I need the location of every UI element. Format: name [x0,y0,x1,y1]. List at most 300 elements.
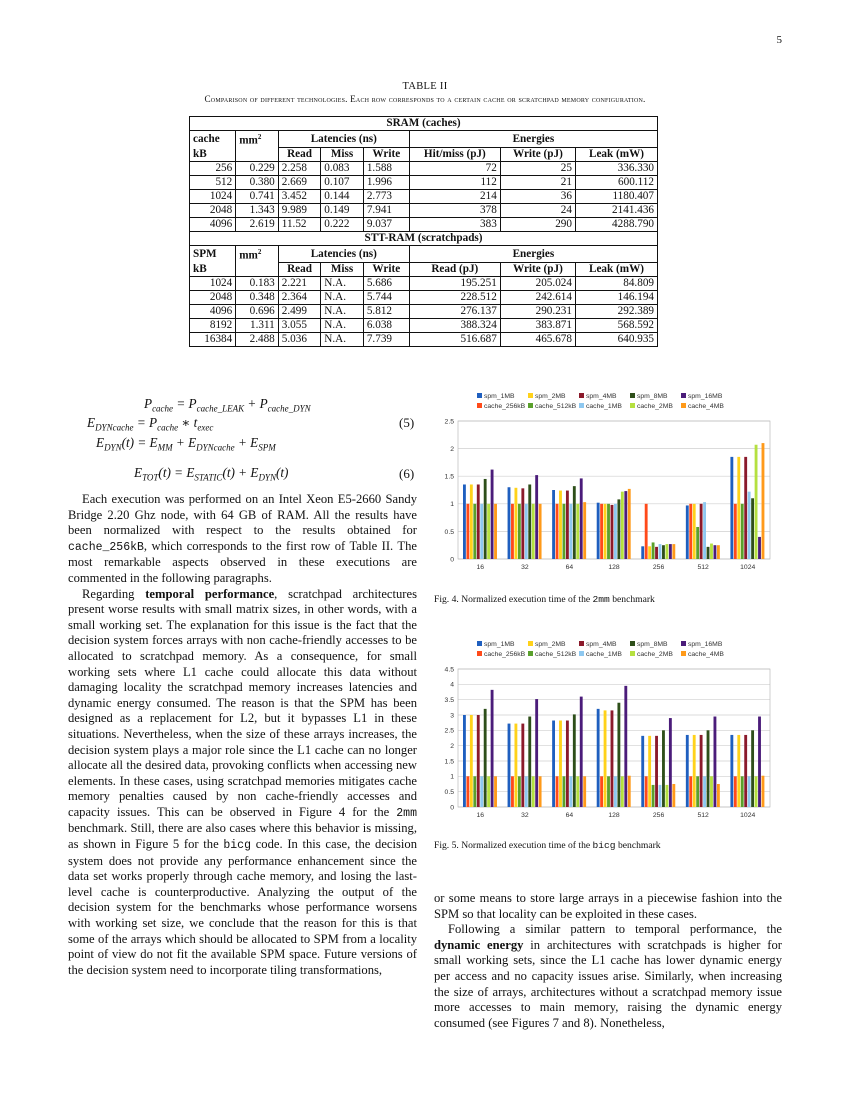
bar-spm_2MB-1024 [737,735,740,807]
legend-label-spm_8MB: spm_8MB [637,641,668,648]
legend-label-cache_4MB: cache_4MB [688,651,724,658]
stt-title: STT-RAM (scratchpads) [190,232,658,246]
stt-cell: 4096 [190,305,236,319]
bar-spm_16MB-1024 [758,717,761,807]
legend-swatch-cache_1MB [579,403,584,408]
legend-label-spm_4MB: spm_4MB [586,641,617,648]
stt-title-row [190,232,658,246]
legend-swatch-cache_512kB [528,651,533,656]
legend-swatch-spm_16MB [681,641,686,646]
bar-cache_512kB-64 [563,504,566,559]
sram-cell: 600.112 [575,176,657,190]
stt-head-col-5: Write (pJ) [500,263,575,277]
stt-head-col-2: Miss [321,263,364,277]
x-tick-label: 256 [652,812,665,819]
sram-cell: 0.229 [236,162,279,176]
paragraph-temporal-performance: Regarding temporal performance, scratchpad architectures present worse results with small matrix sizes, in other words, with a small working set. The explanation for this issue is the fact that the decision system forces arrays with non cache-friendly accesses to be allocated to scratchpad memory. As a consequence, for small working sets where L1 cache could allocate this data without damaging locality the scratchpad memory increases latencies and dynamic energy consumed. The reason is that the SPM has been designed as a replacement for L2, but it bypasses L1 in these situations. Nevertheless, when the size of these arrays increases, the decision system plays a major role since the L1 cache can no longer allocate all the desired data, provoking conflicts when accessing new elements. In these cases, using scratchpad memories mitigates cache memory penalties caused by non cache-friendly accesses and capacity issues. This can be observed in Figure 4 for the 2mm benchmark. Still, there are also cases where this behavior is missing, as shown in Figure 5 for the bicg code. In this case, the decision system does not provide any performance enhancement since the data set works properly through cache memory, and losing the last-level cache is counterproductive. Analyzing the output of the decision system for the benchmarks whose performance worsens with working set size, we conclude that the reason for this is that some of the arrays which should be allocated to SPM from a locality point of view do not fit the available SPM space. Future versions of the decision system need to incorporate tiling transformations, [68,586,418,977]
stt-header-row-2 [190,263,658,277]
bar-cache_256kB-128 [600,504,603,559]
bar-cache_4MB-512 [717,784,720,807]
bar-spm_8MB-1024 [751,730,754,807]
bar-spm_8MB-64 [573,714,576,807]
bar-cache_512kB-512 [696,527,699,559]
y-tick-label: 0.5 [444,528,454,536]
bar-spm_1MB-256 [641,546,644,559]
legend-swatch-spm_4MB [579,393,584,398]
bar-cache_4MB-512 [717,545,720,559]
x-tick-label: 32 [521,564,529,571]
sram-cell: 0.741 [236,190,279,204]
bar-cache_2MB-32 [532,504,535,559]
stt-cell: 242.614 [500,291,575,305]
bar-cache_1MB-64 [569,504,572,559]
bar-cache_1MB-256 [659,785,662,807]
bar-cache_2MB-64 [576,776,579,807]
bar-cache_4MB-1024 [762,443,765,559]
sram-head-col-3: Write [363,148,409,162]
bar-spm_1MB-256 [641,736,644,807]
stt-cell: 8192 [190,319,236,333]
x-tick-label: 32 [521,812,529,819]
bar-cache_512kB-128 [607,776,610,807]
bar-cache_4MB-128 [628,776,631,807]
bar-spm_1MB-64 [552,490,555,559]
bar-spm_8MB-256 [662,545,665,559]
paragraph-dynamic-energy: Following a similar pattern to temporal performance, the dynamic energy in architectures with scratchpads is higher for small working sets, since the L1 cache has lower dynamic energy per access and no capacity issues arise. Similarly, when increasing the size of arrays, architectures without a scratchpad memory issue more accesses to main memory, raising the dynamic energy consumed (see Figures 7 and 8). Nonetheless, [434,922,782,1030]
sram-cell: 25 [500,162,575,176]
bar-cache_512kB-32 [518,504,521,559]
bar-spm_1MB-128 [597,503,600,559]
bar-spm_16MB-32 [535,699,538,807]
sram-cell: 256 [190,162,236,176]
bar-spm_16MB-64 [580,478,583,559]
bar-spm_4MB-16 [477,484,480,559]
bar-cache_1MB-16 [480,776,483,807]
bar-cache_256kB-256 [645,776,648,807]
bar-spm_16MB-512 [714,717,717,807]
x-tick-label: 1024 [740,812,756,819]
stt-cell: 290.231 [500,305,575,319]
y-tick-label: 0 [450,804,454,812]
sram-cell: 378 [409,204,500,218]
equation-p-cache: $P_{cache} = P_{cache\_LEAK} + P_{cache\_DYN}$ [144,396,311,414]
y-tick-label: 2 [450,743,454,751]
legend-swatch-cache_4MB [681,651,686,656]
legend-label-cache_1MB: cache_1MB [586,651,622,658]
stt-header-row-1 [190,246,658,263]
bar-cache_256kB-16 [466,776,469,807]
bar-spm_2MB-256 [648,736,651,807]
bar-spm_16MB-256 [669,544,672,559]
sram-cell: 290 [500,218,575,232]
stt-cell: 276.137 [409,305,500,319]
sram-row [190,190,658,204]
bar-spm_8MB-32 [528,484,531,559]
y-tick-label: 2 [450,446,454,453]
stt-cell: 5.036 [278,333,321,347]
legend-label-spm_16MB: spm_16MB [688,393,723,400]
sram-head-area: $mm^2$ [236,131,279,148]
bar-spm_2MB-128 [604,504,607,559]
bar-spm_16MB-32 [535,475,538,559]
bar-spm_1MB-1024 [730,457,733,559]
figure-5-caption: Fig. 5. Normalized execution time of the bicg benchmark [434,840,661,851]
bar-cache_1MB-1024 [748,776,751,807]
sram-cell: 9.037 [363,218,409,232]
comparison-table [189,116,658,347]
legend-label-spm_4MB: spm_4MB [586,393,617,400]
x-tick-label: 64 [565,812,574,819]
legend-label-cache_1MB: cache_1MB [586,403,622,410]
sram-title: SRAM (caches) [190,117,658,131]
sram-head-kb: kB [190,148,236,162]
legend-label-spm_8MB: spm_8MB [637,393,668,400]
legend-swatch-cache_2MB [630,651,635,656]
sram-cell: 112 [409,176,500,190]
x-tick-label: 16 [476,564,485,571]
sram-cell: 2.669 [278,176,321,190]
stt-cell: 1.311 [236,319,279,333]
stt-cell: 2048 [190,291,236,305]
stt-cell: N.A. [321,305,364,319]
bar-cache_256kB-1024 [734,776,737,807]
bar-spm_8MB-1024 [751,498,754,559]
page-number: 5 [776,34,782,46]
bar-cache_256kB-32 [511,776,514,807]
x-tick-label: 16 [476,812,485,819]
left-column-text [68,492,417,978]
figure-4-chart [430,385,780,575]
stt-cell: 2.488 [236,333,279,347]
equation-number-6: (6) [399,466,415,481]
figure-4-caption: Fig. 4. Normalized execution time of the 2mm benchmark [434,594,655,605]
sram-head-col-4: Hit/miss (pJ) [409,148,500,162]
bar-cache_1MB-512 [703,776,706,807]
bar-cache_256kB-64 [556,504,559,559]
y-tick-label: 0.5 [444,789,454,797]
sram-head-col-6: Leak (mW) [575,148,657,162]
bar-spm_8MB-128 [617,499,620,559]
x-tick-label: 512 [697,812,709,819]
sram-head-col-1: Read [278,148,321,162]
legend-label-cache_2MB: cache_2MB [637,403,673,410]
legend-label-spm_2MB: spm_2MB [535,393,566,400]
sram-row [190,176,658,190]
bar-spm_8MB-16 [484,709,487,807]
sram-header-row-2 [190,148,658,162]
sram-cell: 2.619 [236,218,279,232]
x-tick-label: 64 [565,564,574,571]
legend-label-cache_256kB: cache_256kB [484,403,526,410]
bar-cache_256kB-32 [511,504,514,559]
legend-swatch-cache_2MB [630,403,635,408]
bar-spm_1MB-32 [508,724,511,807]
bar-cache_1MB-64 [569,776,572,807]
bar-spm_16MB-128 [624,491,627,559]
sram-cell: 0.149 [321,204,364,218]
bar-cache_1MB-512 [703,502,706,559]
stt-head-energies: Energies [409,246,657,263]
stt-cell: 3.055 [278,319,321,333]
figure-5 [430,633,780,823]
bar-spm_2MB-512 [693,735,696,807]
sram-head-col-5: Write (pJ) [500,148,575,162]
bar-cache_512kB-32 [518,776,521,807]
bar-spm_4MB-256 [655,547,658,559]
bar-cache_512kB-256 [652,785,655,807]
sram-cell: 1.996 [363,176,409,190]
bar-cache_1MB-128 [614,776,617,807]
bar-cache_4MB-32 [539,776,542,807]
stt-cell: 5.812 [363,305,409,319]
bar-spm_16MB-128 [624,686,627,807]
paragraph-continuation: or some means to store large arrays in a piecewise fashion into the SPM so that locality can be exploited in these cases. [434,891,782,921]
bar-spm_4MB-512 [700,735,703,807]
bar-spm_8MB-16 [484,479,487,559]
legend-swatch-spm_2MB [528,393,533,398]
sram-cell: 2141.436 [575,204,657,218]
stt-head-col-4: Read (pJ) [409,263,500,277]
bar-spm_2MB-64 [559,491,562,559]
sram-cell: 9.989 [278,204,321,218]
bar-cache_4MB-128 [628,489,631,559]
sram-cell: 7.941 [363,204,409,218]
stt-head-col-1: Read [278,263,321,277]
stt-cell: 2.499 [278,305,321,319]
bar-cache_256kB-512 [689,776,692,807]
sram-row [190,218,658,232]
bar-spm_4MB-64 [566,491,569,559]
bar-cache_4MB-256 [672,544,675,559]
legend-label-cache_256kB: cache_256kB [484,651,526,658]
table-caption-title: TABLE II [402,81,448,92]
bar-spm_8MB-32 [528,717,531,807]
stt-cell: 2.221 [278,277,321,291]
bar-spm_4MB-256 [655,736,658,807]
bar-cache_512kB-1024 [741,776,744,807]
bar-spm_16MB-512 [714,545,717,559]
stt-cell: 205.024 [500,277,575,291]
stt-row [190,291,658,305]
legend-label-spm_16MB: spm_16MB [688,641,723,648]
bar-cache_2MB-256 [665,785,668,807]
bar-spm_4MB-32 [521,488,524,559]
bar-cache_1MB-32 [525,776,528,807]
x-tick-label: 1024 [740,564,756,571]
equation-e-dyn: $E_{DYN}(t) = E_{MM} + E_{DYNcache} + E_{SPM}$ [96,435,276,453]
y-tick-label: 1 [450,773,454,781]
bar-cache_512kB-256 [652,542,655,559]
bar-cache_1MB-32 [525,504,528,559]
bar-cache_256kB-512 [689,504,692,559]
stt-cell: 640.935 [575,333,657,347]
equation-e-tot: $E_{TOT}(t) = E_{STATIC}(t) + E_{DYN}(t)$ [134,465,289,483]
sram-cell: 24 [500,204,575,218]
bar-cache_2MB-512 [710,776,713,807]
bar-spm_2MB-64 [559,721,562,807]
bar-cache_2MB-1024 [755,776,758,807]
stt-head-col-6: Leak (mW) [575,263,657,277]
y-tick-label: 3.5 [444,697,454,705]
legend-swatch-cache_1MB [579,651,584,656]
stt-cell: 228.512 [409,291,500,305]
sram-cell: 1.588 [363,162,409,176]
bar-spm_2MB-128 [604,710,607,807]
stt-cell: N.A. [321,291,364,305]
sram-head-unit: cache [190,131,236,148]
bar-cache_4MB-256 [672,784,675,807]
bar-spm_1MB-512 [686,735,689,807]
sram-cell: 0.222 [321,218,364,232]
sram-head-latencies: Latencies (ns) [278,131,409,148]
sram-row [190,162,658,176]
bar-spm_8MB-256 [662,730,665,807]
bar-spm_16MB-16 [491,690,494,807]
bar-cache_2MB-256 [665,544,668,559]
stt-cell: 5.744 [363,291,409,305]
sram-cell: 36 [500,190,575,204]
sram-cell: 11.52 [278,218,321,232]
bar-spm_4MB-1024 [744,457,747,559]
stt-cell: 292.389 [575,305,657,319]
bar-cache_4MB-32 [539,504,542,559]
right-column-text [434,891,782,1031]
bar-cache_256kB-1024 [734,504,737,559]
sram-cell: 4288.790 [575,218,657,232]
sram-cell: 2.258 [278,162,321,176]
bar-spm_1MB-1024 [730,735,733,807]
bar-spm_2MB-32 [514,724,517,807]
legend-swatch-spm_2MB [528,641,533,646]
stt-row [190,305,658,319]
legend-swatch-cache_512kB [528,403,533,408]
sram-cell: 4096 [190,218,236,232]
y-tick-label: 1 [450,501,454,509]
bar-cache_512kB-16 [473,776,476,807]
sram-head-energies: Energies [409,131,657,148]
equation-number-5: (5) [399,415,415,430]
sram-header-row-1 [190,131,658,148]
sram-cell: 0.107 [321,176,364,190]
sram-cell: 0.380 [236,176,279,190]
bar-spm_8MB-512 [707,730,710,807]
y-tick-label: 1.5 [444,473,454,481]
stt-cell: 6.038 [363,319,409,333]
sram-cell: 336.330 [575,162,657,176]
bar-cache_4MB-16 [494,776,497,807]
table-caption-text: Comparison of different technologies. Each row corresponds to a certain cache or scratchpad memory configuration. [204,94,646,104]
stt-head-kb: kB [190,263,236,277]
bar-spm_2MB-256 [648,546,651,559]
bar-spm_4MB-32 [521,724,524,807]
bar-cache_512kB-512 [696,776,699,807]
bar-cache_256kB-128 [600,776,603,807]
sram-cell: 2048 [190,204,236,218]
bar-spm_16MB-256 [669,718,672,807]
paragraph-setup: Each execution was performed on an Intel Xeon E5-2660 Sandy Bridge 2.20 Ghz node, with 64 GB of RAM. All the results have been normalized with respect to the results obtained for cache_256kB, which corresponds to the first row of Table II. The most remarkable aspects observed in these executions are commented in the following paragraphs. [68,492,417,585]
bar-cache_512kB-16 [473,504,476,559]
bar-spm_16MB-64 [580,697,583,807]
bar-spm_2MB-16 [470,715,473,807]
legend-label-cache_512kB: cache_512kB [535,651,577,658]
stt-cell: 0.696 [236,305,279,319]
stt-head-area: $mm^2$ [236,246,279,263]
stt-row [190,333,658,347]
legend-label-cache_512kB: cache_512kB [535,403,577,410]
bar-cache_4MB-64 [583,776,586,807]
stt-head-col-3: Write [363,263,409,277]
legend-label-spm_1MB: spm_1MB [484,393,515,400]
bar-cache_2MB-16 [487,504,490,559]
bar-spm_8MB-512 [707,547,710,559]
sram-cell: 1024 [190,190,236,204]
sram-cell: 383 [409,218,500,232]
legend-label-spm_1MB: spm_1MB [484,641,515,648]
sram-head-col-2: Miss [321,148,364,162]
stt-cell: N.A. [321,319,364,333]
bar-cache_2MB-32 [532,776,535,807]
sram-cell: 214 [409,190,500,204]
bar-spm_2MB-1024 [737,457,740,559]
sram-cell: 72 [409,162,500,176]
stt-cell: 465.678 [500,333,575,347]
bar-cache_4MB-16 [494,504,497,559]
sram-cell: 0.083 [321,162,364,176]
y-tick-label: 3 [450,712,454,720]
bar-spm_4MB-512 [700,504,703,559]
x-tick-label: 256 [652,564,665,571]
stt-cell: 195.251 [409,277,500,291]
sram-cell: 1.343 [236,204,279,218]
bar-cache_512kB-1024 [741,504,744,559]
stt-cell: 84.809 [575,277,657,291]
legend-swatch-cache_256kB [477,651,482,656]
stt-cell: 146.194 [575,291,657,305]
sram-cell: 1180.407 [575,190,657,204]
sram-cell: 21 [500,176,575,190]
legend-swatch-spm_8MB [630,393,635,398]
bar-spm_1MB-512 [686,505,689,559]
bar-cache_2MB-1024 [755,445,758,559]
bar-cache_4MB-1024 [762,776,765,807]
y-tick-label: 0 [450,556,454,564]
bar-cache_2MB-512 [710,544,713,559]
bar-cache_1MB-1024 [748,492,751,559]
bar-spm_2MB-512 [693,504,696,559]
bar-spm_1MB-128 [597,709,600,807]
bar-cache_256kB-256 [645,504,648,559]
stt-head-latencies: Latencies (ns) [278,246,409,263]
sram-cell: 0.144 [321,190,364,204]
bar-spm_4MB-128 [611,710,614,807]
y-tick-label: 2.5 [444,727,454,735]
x-tick-label: 128 [608,564,620,571]
bar-spm_2MB-32 [514,488,517,559]
bar-spm_4MB-128 [611,505,614,559]
legend-swatch-cache_256kB [477,403,482,408]
legend-swatch-spm_16MB [681,393,686,398]
x-tick-label: 512 [697,564,709,571]
bar-cache_4MB-64 [583,502,586,559]
stt-row [190,319,658,333]
legend-swatch-spm_4MB [579,641,584,646]
bar-cache_2MB-128 [621,492,624,559]
bar-spm_1MB-32 [508,487,511,559]
bar-spm_2MB-16 [470,484,473,559]
sram-cell: 512 [190,176,236,190]
legend-label-cache_2MB: cache_2MB [637,651,673,658]
bar-spm_4MB-16 [477,715,480,807]
